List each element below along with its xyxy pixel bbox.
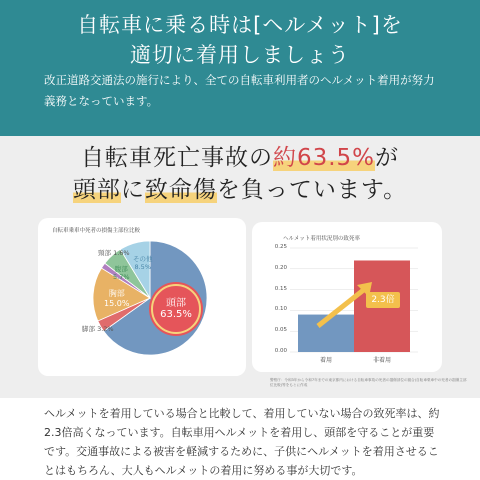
pie-label-neck: 頸部 1.6% — [98, 249, 130, 257]
headline-text: 自転車死亡事故の — [80, 145, 273, 171]
bar-label-not-wearing: 非着用 — [372, 357, 391, 364]
headline-text: が — [375, 145, 400, 171]
pie-label-other: その他 8.5% — [133, 255, 153, 271]
y-tick-label: 0.10 — [274, 306, 287, 313]
y-tick-label: 0.15 — [274, 285, 287, 292]
headline-percent: 約63.5% — [272, 145, 376, 171]
headline-text: に — [120, 177, 145, 203]
headline-fatal: 致命傷 — [144, 177, 217, 203]
y-tick-label: 0.25 — [274, 244, 287, 250]
y-tick-label: 0.00 — [274, 348, 287, 354]
ratio-annotation: 2.3倍 — [366, 292, 400, 308]
badge-value: 63.5% — [160, 309, 192, 320]
pie-label-legs: 脚部 3.2% — [82, 325, 114, 333]
headline-text: を負っています。 — [216, 177, 408, 203]
body-paragraph: ヘルメットを着用している場合と比較して、着用していない場合の致死率は、約2.3倍高くなっています。自転車用ヘルメットを着用し、頭部を守ることが重要です。交通事故による被害を軽減するために、子供にヘルメットを着用させることはもちろん、大人もヘルメットの着用に努める事が大切です。 — [44, 407, 440, 477]
pie-label-abdomen: 腹部 5.7% — [113, 265, 130, 281]
pie-chart-title: 自転車乗車中死者の損傷主部位比較 — [52, 228, 141, 234]
title-line-1: 自転車に乗る時は[ヘルメット]を — [77, 13, 403, 37]
headline-head: 頭部 — [72, 177, 121, 203]
footnote: 警察庁：令和3年から令和7年までの東京都内における自転車事故の死者の損傷部位の割合(自転車乗車中の死者の損傷主部位比較)等をもとに作成 — [270, 378, 467, 387]
y-tick-label: 0.05 — [274, 327, 287, 334]
title-line-2: 適切に着用しましょう — [130, 43, 350, 67]
badge-label: 頭部 — [166, 298, 186, 309]
bar-label-wearing: 着用 — [319, 357, 332, 364]
pie-label-chest: 胸部 15.0% — [104, 289, 130, 308]
header-description: 改正道路交通法の施行により、全ての自転車利用者のヘルメット着用が努力義務となっています。 — [44, 73, 435, 108]
y-tick-label: 0.20 — [274, 264, 287, 271]
bar-chart-title: ヘルメット着用状況別の致死率 — [283, 236, 360, 242]
